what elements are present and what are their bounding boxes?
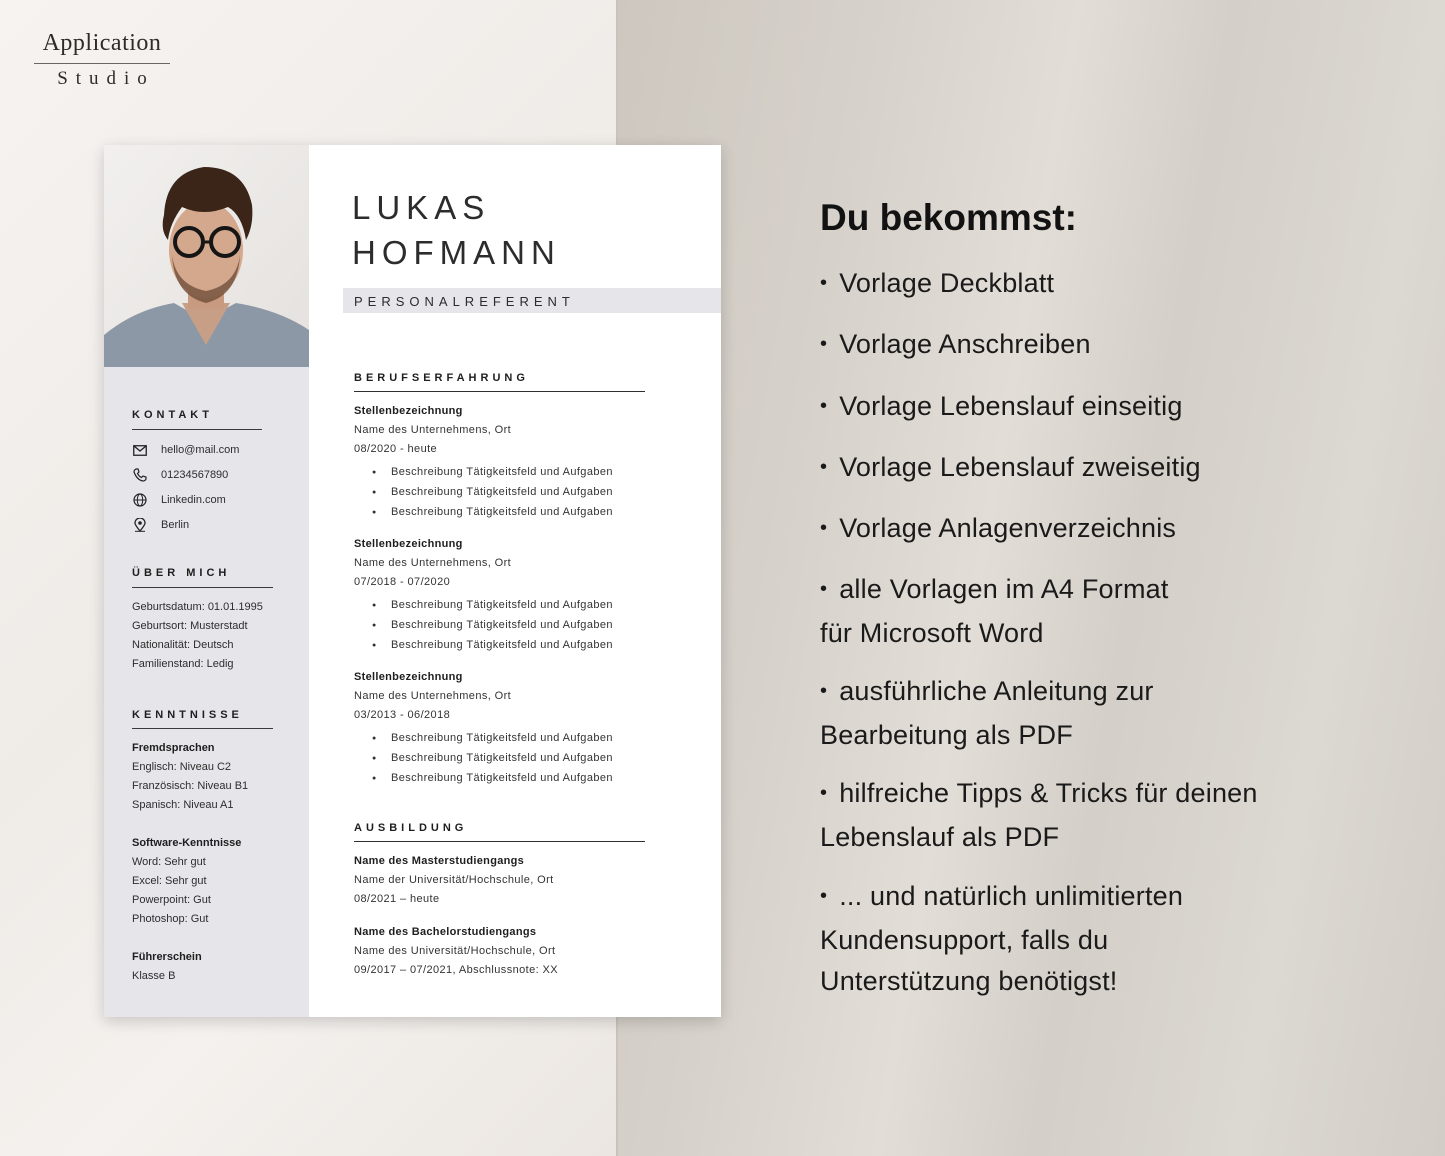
contact-web-text: Linkedin.com (161, 494, 226, 506)
ausbildung-rule (354, 841, 645, 842)
phone-icon (132, 467, 148, 483)
feature-item: • ausführliche Anleitung zur Bearbeitung als PDF (820, 676, 1154, 750)
job-bullet: ● Beschreibung Tätigkeitsfeld und Aufgaben (372, 639, 613, 651)
job-dates: 03/2013 - 06/2018 (354, 709, 451, 721)
ueber-mich-title: ÜBER MICH (132, 567, 231, 579)
job-bullet: ● Beschreibung Tätigkeitsfeld und Aufgaben (372, 732, 613, 744)
profile-photo (104, 145, 309, 367)
job-title: Stellenbezeichnung (354, 405, 463, 417)
education-dates: 08/2021 – heute (354, 893, 440, 905)
brand-logo (34, 30, 170, 90)
feature-item: • Vorlage Anlagenverzeichnis (820, 513, 1177, 543)
education-school: Name der Universität/Hochschule, Ort (354, 874, 554, 886)
feature-item: • Vorlage Deckblatt (820, 268, 1055, 298)
job-bullet: ● Beschreibung Tätigkeitsfeld und Aufgaben (372, 599, 613, 611)
skill-line: Klasse B (132, 970, 176, 982)
skill-line: Word: Sehr gut (132, 856, 206, 868)
kenntnisse-rule (132, 728, 273, 729)
feature-item: • hilfreiche Tipps & Tricks für deinen Lebenslauf als PDF (820, 778, 1258, 852)
skill-line: Photoshop: Gut (132, 913, 209, 925)
kontakt-rule (132, 429, 262, 430)
ausbildung-title: AUSBILDUNG (354, 822, 468, 834)
contact-location-text: Berlin (161, 519, 190, 531)
job-bullet: ● Beschreibung Tätigkeitsfeld und Aufgaben (372, 466, 613, 478)
brand-logo-line2: Studio (57, 68, 155, 89)
skill-line: Englisch: Niveau C2 (132, 761, 232, 773)
feature-item: • ... und natürlich unlimitierten Kundensupport, falls du Unterstützung benötigst! (820, 881, 1184, 996)
berufserfahrung-title: BERUFSERFAHRUNG (354, 372, 529, 384)
skill-line: Powerpoint: Gut (132, 894, 211, 906)
job-bullet: ● Beschreibung Tätigkeitsfeld und Aufgaben (372, 619, 613, 631)
feature-item: • Vorlage Lebenslauf einseitig (820, 391, 1183, 421)
job-bullet: ● Beschreibung Tätigkeitsfeld und Aufgaben (372, 752, 613, 764)
job-company: Name des Unternehmens, Ort (354, 690, 512, 702)
skill-line: Spanisch: Niveau A1 (132, 799, 234, 811)
job-title: Stellenbezeichnung (354, 671, 463, 683)
ueber-mich-line: Familienstand: Ledig (132, 658, 234, 670)
contact-location (132, 517, 189, 533)
skill-group-heading: Fremdsprachen (132, 742, 215, 754)
ueber-mich-line: Geburtsdatum: 01.01.1995 (132, 601, 263, 613)
job-company: Name des Unternehmens, Ort (354, 424, 512, 436)
kontakt-title: KONTAKT (132, 409, 213, 421)
job-dates: 08/2020 - heute (354, 443, 438, 455)
ueber-mich-rule (132, 587, 273, 588)
resume-preview (104, 145, 721, 1017)
contact-phone-text: 01234567890 (161, 469, 229, 481)
contact-email (132, 442, 239, 458)
cv-role: PERSONALREFERENT (354, 294, 575, 309)
job-bullet: ● Beschreibung Tätigkeitsfeld und Aufgaben (372, 486, 613, 498)
cv-first-name: LUKAS (352, 189, 491, 226)
location-pin-icon (132, 517, 148, 533)
skill-group-heading: Software-Kenntnisse (132, 837, 242, 849)
feature-item: • alle Vorlagen im A4 Format für Microsoft Word (820, 574, 1169, 648)
education-dates: 09/2017 – 07/2021, Abschlussnote: XX (354, 964, 558, 976)
skill-line: Französisch: Niveau B1 (132, 780, 249, 792)
skill-group-heading: Führerschein (132, 951, 202, 963)
job-title: Stellenbezeichnung (354, 538, 463, 550)
brand-logo-line1: Application (34, 30, 170, 64)
mail-icon (132, 442, 148, 458)
cv-last-name: HOFMANN (352, 234, 561, 271)
berufserfahrung-rule (354, 391, 645, 392)
globe-icon (132, 492, 148, 508)
ueber-mich-line: Nationalität: Deutsch (132, 639, 234, 651)
job-bullet: ● Beschreibung Tätigkeitsfeld und Aufgaben (372, 506, 613, 518)
job-dates: 07/2018 - 07/2020 (354, 576, 451, 588)
skill-line: Excel: Sehr gut (132, 875, 207, 887)
contact-web (132, 492, 226, 508)
ueber-mich-line: Geburtsort: Musterstadt (132, 620, 248, 632)
feature-item: • Vorlage Anschreiben (820, 329, 1091, 359)
job-bullet: ● Beschreibung Tätigkeitsfeld und Aufgaben (372, 772, 613, 784)
contact-phone (132, 467, 228, 483)
education-title: Name des Masterstudiengangs (354, 855, 525, 867)
features-heading: Du bekommst: (820, 197, 1077, 238)
job-company: Name des Unternehmens, Ort (354, 557, 512, 569)
contact-email-text: hello@mail.com (161, 444, 240, 456)
education-school: Name des Universität/Hochschule, Ort (354, 945, 556, 957)
education-title: Name des Bachelorstudiengangs (354, 926, 537, 938)
kenntnisse-title: KENNTNISSE (132, 709, 243, 721)
feature-item: • Vorlage Lebenslauf zweiseitig (820, 452, 1201, 482)
